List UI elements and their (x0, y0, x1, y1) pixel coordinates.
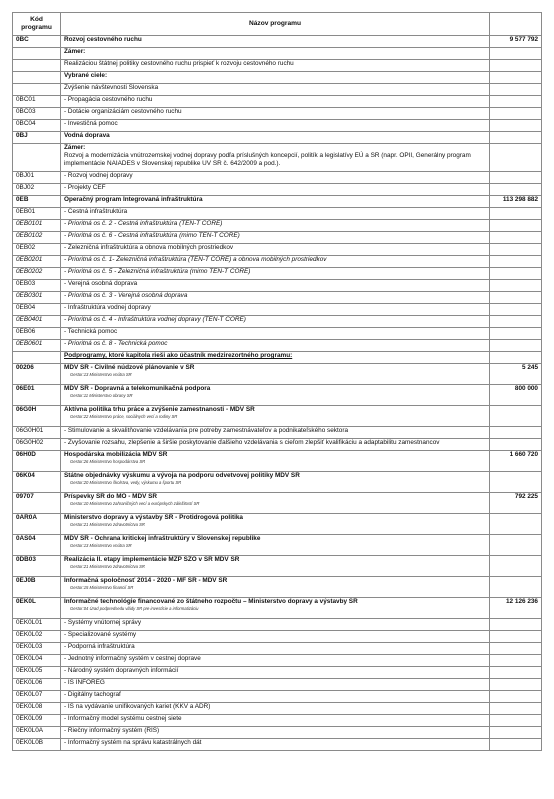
program-name: Zvýšenie návštevnosti Slovenska (64, 84, 159, 91)
program-name: Ministerstvo dopravy a výstavby SR - Protidrogová politika (64, 514, 243, 521)
program-name: - Technická pomoc (64, 328, 118, 335)
program-name-cell (61, 514, 490, 535)
program-code: 0EK0L07 (13, 691, 61, 703)
program-code: 0EB06 (13, 328, 61, 340)
gestor-note: Gestor:10 Ministerstvo zahraničných vecí a európskych záležitostí SR (70, 501, 200, 506)
program-name: - Prioritná os č. 2 - Cestná infraštruktúra (TEN-T CORE) (64, 220, 223, 227)
program-amount (490, 739, 542, 751)
program-amount (490, 172, 542, 184)
program-code: 0EK0L01 (13, 619, 61, 631)
program-name-cell (61, 703, 490, 715)
table-row (13, 598, 542, 619)
table-row (13, 556, 542, 577)
program-amount (490, 679, 542, 691)
program-name-cell (61, 256, 490, 268)
program-name: - IS na vydávanie unifikovaných kariet (KKV a ADR) (64, 703, 211, 710)
table-row (13, 256, 542, 268)
table-row (13, 739, 542, 751)
table-row (13, 96, 542, 108)
program-code: 06K04 (13, 472, 61, 493)
program-amount (490, 316, 542, 328)
table-row (13, 655, 542, 667)
program-amount (490, 84, 542, 96)
program-code: 0EB0401 (13, 316, 61, 328)
program-name: MDV SR - Dopravná a telekomunikačná podpora (64, 385, 211, 392)
program-amount (490, 631, 542, 643)
program-name-cell (61, 619, 490, 631)
gestor-note: Gestor:13 Ministerstvo vnútra SR (70, 543, 132, 548)
table-row (13, 292, 542, 304)
program-name-cell (61, 631, 490, 643)
program-code: 0BC01 (13, 96, 61, 108)
program-code: 0EB0202 (13, 268, 61, 280)
program-name: Zámer: (64, 48, 86, 55)
table-row (13, 703, 542, 715)
program-name: - Prioritná os č. 4 - Infraštruktúra vodnej dopravy (TEN-T CORE) (64, 316, 246, 323)
program-name-cell (61, 268, 490, 280)
program-amount (490, 108, 542, 120)
program-name: - Stimulovanie a skvalitňovanie vzdelávania pre potreby zamestnávateľov a podnikateľského sektora (64, 427, 349, 434)
program-code: 09707 (13, 493, 61, 514)
program-name: - Riečny informačný systém (RIS) (64, 727, 160, 734)
program-code: 0EK0L08 (13, 703, 61, 715)
table-row (13, 208, 542, 220)
gestor-note: Gestor:15 Ministerstvo financií SR (70, 585, 134, 590)
program-amount: 5 245 (490, 364, 542, 385)
table-row (13, 631, 542, 643)
program-code: 0DB03 (13, 556, 61, 577)
program-amount (490, 340, 542, 352)
table-row (13, 196, 542, 208)
program-code: 0EK0L09 (13, 715, 61, 727)
program-amount (490, 60, 542, 72)
program-name: Realizáciou štátnej politiky cestovného ruchu prispieť k rozvoju cestovného ruchu (64, 60, 294, 67)
program-amount: 792 225 (490, 493, 542, 514)
program-amount (490, 514, 542, 535)
program-name-cell (61, 451, 490, 472)
gestor-note: Gestor:26 Ministerstvo hospodárstva SR (70, 459, 146, 464)
table-row (13, 715, 542, 727)
program-code: 0EB0101 (13, 220, 61, 232)
program-code: 0AR0A (13, 514, 61, 535)
program-name: - Propagácia cestovného ruchu (64, 96, 153, 103)
program-amount: 9 577 792 (490, 36, 542, 48)
table-row (13, 406, 542, 427)
program-code (13, 144, 61, 172)
program-name-cell (61, 352, 490, 364)
program-name-cell (61, 667, 490, 679)
program-code (13, 48, 61, 60)
program-name: Zámer: (64, 144, 86, 151)
program-amount (490, 328, 542, 340)
program-name: Operačný program Integrovaná infraštruktúra (64, 196, 203, 203)
program-amount (490, 232, 542, 244)
table-row (13, 451, 542, 472)
table-row (13, 577, 542, 598)
table-row (13, 280, 542, 292)
program-name: Podprogramy, ktoré kapitola rieši ako účastník medzirezortného programu: (64, 352, 293, 359)
program-name: Hospodárska mobilizácia MDV SR (64, 451, 168, 458)
program-name-cell (61, 48, 490, 60)
program-code: 0EK0L0A (13, 727, 61, 739)
table-row (13, 36, 542, 48)
gestor-note: Gestor:11 Ministerstvo obrany SR (70, 393, 133, 398)
program-code: 0EK0L (13, 598, 61, 619)
program-amount (490, 472, 542, 493)
program-code: 0EB03 (13, 280, 61, 292)
program-name: - Rozvoj vodnej dopravy (64, 172, 133, 179)
program-name: - Investičná pomoc (64, 120, 118, 127)
program-amount (490, 48, 542, 60)
program-code: 06G0H02 (13, 439, 61, 451)
program-name-cell (61, 196, 490, 208)
header-amount (490, 13, 542, 36)
program-name: Aktívna politika trhu práce a zvýšenie zamestnanosti - MDV SR (64, 406, 255, 413)
table-row (13, 144, 542, 172)
program-name-cell (61, 232, 490, 244)
program-name: - Verejná osobná doprava (64, 280, 138, 287)
program-code: 0EK0L0B (13, 739, 61, 751)
program-code: 0EJ0B (13, 577, 61, 598)
program-name-cell (61, 655, 490, 667)
program-name: - Železničná infraštruktúra a obnova mobilných prostriedkov (64, 244, 234, 251)
program-name-cell (61, 184, 490, 196)
table-row (13, 268, 542, 280)
program-name-cell (61, 679, 490, 691)
program-name: Príspevky SR do MO - MDV SR (64, 493, 158, 500)
program-amount (490, 577, 542, 598)
program-code: 0BC03 (13, 108, 61, 120)
table-row (13, 667, 542, 679)
program-name: - Cestná infraštruktúra (64, 208, 128, 215)
program-name-cell (61, 96, 490, 108)
program-name: - Dotácie organizáciám cestovného ruchu (64, 108, 182, 115)
program-code: 0EK0L04 (13, 655, 61, 667)
gestor-note: Gestor:04 Úrad podpredsedu vlády SR pre investície a informatizáciu (70, 606, 199, 611)
program-name: - Zvyšovanie rozsahu, zlepšenie a širšie poskytovanie ďalšieho vzdelávania s cieľom zlepšiť kvalifikáciu a adaptabilitu zamestnancov (64, 439, 440, 446)
table-row (13, 439, 542, 451)
program-name-cell (61, 691, 490, 703)
program-code: 0BJ02 (13, 184, 61, 196)
gestor-note: Gestor:21 Ministerstvo zdravotníctva SR (70, 564, 145, 569)
program-name: - IS INFOREG (64, 679, 105, 686)
program-amount: 1 660 720 (490, 451, 542, 472)
program-amount (490, 268, 542, 280)
program-amount (490, 715, 542, 727)
program-code: 0EB04 (13, 304, 61, 316)
program-amount (490, 406, 542, 427)
table-row (13, 108, 542, 120)
gestor-note: Gestor:22 Ministerstvo práce, sociálnych vecí a rodiny SR (70, 414, 178, 419)
program-name: - Prioritná os č. 8 - Technická pomoc (64, 340, 168, 347)
program-amount (490, 556, 542, 577)
table-row (13, 84, 542, 96)
program-name: MDV SR - Ochrana kritickej infraštruktúry v Slovenskej republike (64, 535, 261, 542)
program-name-cell (61, 643, 490, 655)
program-name: Realizácia II. etapy implementácie MZP SZO v SR MDV SR (64, 556, 240, 563)
table-row (13, 643, 542, 655)
table-row (13, 691, 542, 703)
program-code: 0EB0201 (13, 256, 61, 268)
program-name: - Infraštruktúra vodnej dopravy (64, 304, 151, 311)
table-row (13, 352, 542, 364)
program-code: 06H0D (13, 451, 61, 472)
table-row (13, 120, 542, 132)
program-name-cell (61, 84, 490, 96)
program-code: 00206 (13, 364, 61, 385)
program-code (13, 72, 61, 84)
program-amount (490, 96, 542, 108)
program-table (12, 12, 542, 751)
program-code: 0BC04 (13, 120, 61, 132)
program-name-cell (61, 340, 490, 352)
table-row (13, 304, 542, 316)
table-row (13, 679, 542, 691)
program-amount: 12 126 236 (490, 598, 542, 619)
program-amount (490, 427, 542, 439)
header-code: Kód programu (13, 13, 61, 36)
table-row (13, 172, 542, 184)
program-amount (490, 619, 542, 631)
program-code (13, 352, 61, 364)
program-amount (490, 184, 542, 196)
program-name-cell (61, 36, 490, 48)
program-name-cell (61, 108, 490, 120)
program-name-cell (61, 328, 490, 340)
gestor-note: Gestor:13 Ministerstvo vnútra SR (70, 372, 132, 377)
program-code: 0EB0601 (13, 340, 61, 352)
program-name-cell (61, 535, 490, 556)
program-name-cell (61, 60, 490, 72)
program-name-cell (61, 364, 490, 385)
program-amount (490, 304, 542, 316)
table-row (13, 72, 542, 84)
program-name: - Prioritná os č. 3 - Verejná osobná doprava (64, 292, 188, 299)
program-name: Informačné technológie financované zo štátneho rozpočtu – Ministerstvo dopravy a výstavby SR (64, 598, 358, 605)
program-name: - Prioritná os č. 1- Železničná infraštruktúra (TEN-T CORE) a obnova mobilných prostriedkov (64, 256, 327, 263)
program-amount (490, 727, 542, 739)
program-amount (490, 667, 542, 679)
table-row (13, 514, 542, 535)
program-amount (490, 439, 542, 451)
program-name-cell (61, 280, 490, 292)
program-name-cell (61, 739, 490, 751)
program-name: Vybrané ciele: (64, 72, 108, 79)
program-amount: 113 298 882 (490, 196, 542, 208)
program-code: 06E01 (13, 385, 61, 406)
table-row (13, 184, 542, 196)
program-name: - Informačný systém na správu katastrálnych dát (64, 739, 202, 746)
program-code: 0EB0301 (13, 292, 61, 304)
program-name-cell (61, 439, 490, 451)
program-name-cell (61, 472, 490, 493)
program-code: 0BJ01 (13, 172, 61, 184)
program-name: - Podporná infraštruktúra (64, 643, 135, 650)
program-name: - Digitálny tachograf (64, 691, 121, 698)
program-code: 06G0H (13, 406, 61, 427)
program-amount (490, 292, 542, 304)
table-row (13, 316, 542, 328)
program-name-cell (61, 556, 490, 577)
program-name: - Prioritná os č. 5 - Železničná infraštruktúra (mimo TEN-T CORE) (64, 268, 251, 275)
program-code: 06G0H01 (13, 427, 61, 439)
program-amount (490, 120, 542, 132)
program-name-cell (61, 220, 490, 232)
program-name-cell (61, 72, 490, 84)
program-name-cell (61, 577, 490, 598)
program-name: Informačná spoločnosť 2014 - 2020 - MF SR - MDV SR (64, 577, 228, 584)
program-name-cell (61, 427, 490, 439)
table-header (13, 13, 542, 36)
program-name: - Systémy vnútornej správy (64, 619, 142, 626)
table-row (13, 727, 542, 739)
program-amount (490, 144, 542, 172)
program-code: 0EK0L03 (13, 643, 61, 655)
program-amount (490, 132, 542, 144)
program-name-cell (61, 144, 490, 172)
gestor-note: Gestor:20 Ministerstvo školstva, vedy, výskumu a športu SR (70, 480, 182, 485)
program-name-cell (61, 304, 490, 316)
program-name-cell (61, 120, 490, 132)
program-amount (490, 352, 542, 364)
table-row (13, 619, 542, 631)
program-code: 0EK0L06 (13, 679, 61, 691)
program-name-cell (61, 598, 490, 619)
table-row (13, 244, 542, 256)
program-amount (490, 691, 542, 703)
program-amount (490, 643, 542, 655)
program-name-cell (61, 493, 490, 514)
program-amount (490, 220, 542, 232)
table-row (13, 328, 542, 340)
program-code: 0EK0L05 (13, 667, 61, 679)
program-name: Vodná doprava (64, 132, 110, 139)
table-row (13, 340, 542, 352)
table-row (13, 48, 542, 60)
program-name-cell (61, 727, 490, 739)
program-name-cell (61, 385, 490, 406)
table-row (13, 472, 542, 493)
table-row (13, 427, 542, 439)
program-description: Rozvoj a modernizácia vnútrozemskej vodnej dopravy podľa príslušných koncepcií, politík a legislatívy EÚ a SR (napr. OPII, Generálny program implementácie NAIADES v Slovenskej republike UV SR č. 642/2009 a pod.). (64, 152, 471, 167)
program-code: 0EB (13, 196, 61, 208)
program-amount (490, 256, 542, 268)
program-code: 0EB01 (13, 208, 61, 220)
program-name-cell (61, 172, 490, 184)
program-code: 0AS04 (13, 535, 61, 556)
table-row (13, 385, 542, 406)
table-row (13, 132, 542, 144)
gestor-note: Gestor:21 Ministerstvo zdravotníctva SR (70, 522, 145, 527)
program-amount (490, 280, 542, 292)
program-amount (490, 208, 542, 220)
program-amount (490, 244, 542, 256)
program-name: - Jednotný informačný systém v cestnej doprave (64, 655, 201, 662)
program-amount (490, 535, 542, 556)
program-name-cell (61, 132, 490, 144)
program-name-cell (61, 208, 490, 220)
program-amount: 800 000 (490, 385, 542, 406)
table-row (13, 493, 542, 514)
program-code: 0BC (13, 36, 61, 48)
program-name: MDV SR - Civilné núdzové plánovanie v SR (64, 364, 195, 371)
table-row (13, 60, 542, 72)
header-name: Názov programu (61, 13, 490, 36)
program-code: 0BJ (13, 132, 61, 144)
program-name: Rozvoj cestovného ruchu (64, 36, 142, 43)
program-name-cell (61, 292, 490, 304)
table-body (13, 36, 542, 751)
program-name-cell (61, 244, 490, 256)
program-code: 0EK0L02 (13, 631, 61, 643)
program-name: - Národný systém dopravných informácií (64, 667, 179, 674)
program-name-cell (61, 316, 490, 328)
program-code: 0EB02 (13, 244, 61, 256)
program-amount (490, 655, 542, 667)
program-code: 0EB0102 (13, 232, 61, 244)
program-name: - Projekty CEF (64, 184, 106, 191)
program-name: - Informačný model systému cestnej siete (64, 715, 182, 722)
program-amount (490, 703, 542, 715)
table-row (13, 535, 542, 556)
program-code (13, 60, 61, 72)
program-name-cell (61, 406, 490, 427)
program-name: Štátne objednávky výskumu a vývoja na podporu odvetvovej politiky MDV SR (64, 472, 300, 479)
table-row (13, 232, 542, 244)
program-code (13, 84, 61, 96)
program-amount (490, 72, 542, 84)
program-name-cell (61, 715, 490, 727)
table-row (13, 364, 542, 385)
table-row (13, 220, 542, 232)
program-name: - Prioritná os č. 6 - Cestná infraštruktúra (mimo TEN-T CORE) (64, 232, 240, 239)
program-name: - Špecializované systémy (64, 631, 137, 638)
